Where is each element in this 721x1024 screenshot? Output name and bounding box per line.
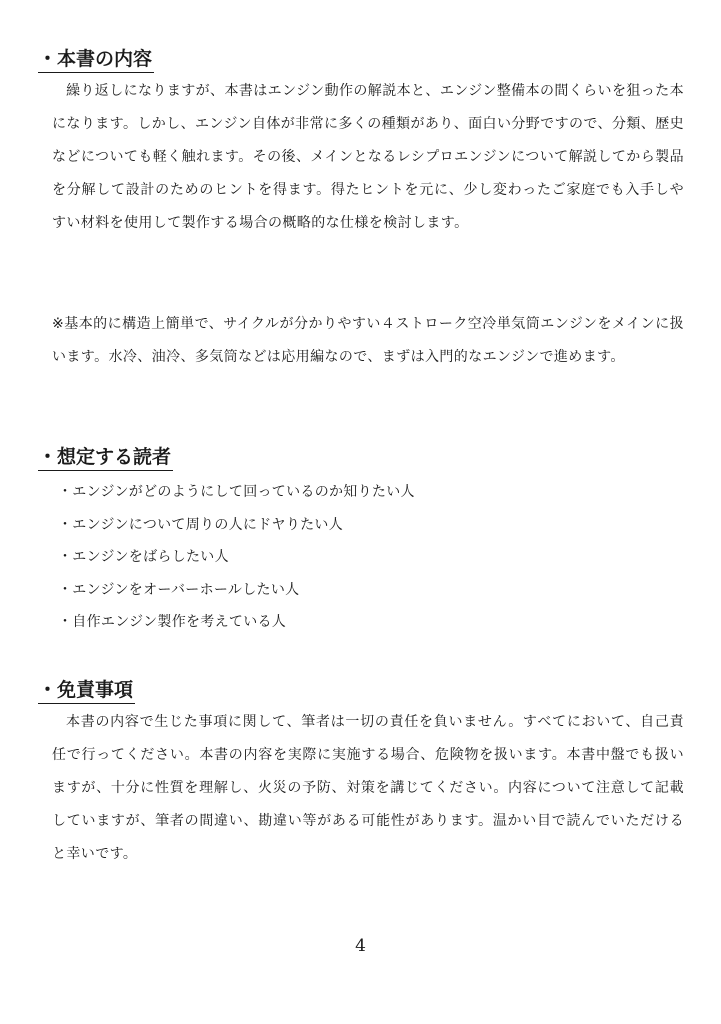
list-item: ・エンジンをオーバーホールしたい人 — [58, 581, 300, 598]
page-number: 4 — [355, 936, 366, 956]
list-item: ・エンジンがどのようにして回っているのか知りたい人 — [58, 484, 415, 500]
target-readers-list — [58, 476, 415, 639]
list-item: ・エンジンについて周りの人にドヤりたい人 — [58, 516, 344, 533]
paragraph-disclaimer: 本書の内容で生じた事項に関して、筆者は一切の責任を負いません。すべてにおいて、自己責任で行ってください。本書の内容を実際に実施する場合、危険物を扱います。本書中盤でも扱いますが、十分に性質を理解し、火災の予防、対策を講じてください。内容について注意して記載していますが、筆者の間違い、勘違い等がある可能性があります。温かい目で読んでいただけると幸いです。 — [52, 714, 684, 862]
list-item: ・自作エンジン製作を考えている人 — [58, 614, 287, 630]
heading-disclaimer: ・免責事項 — [38, 677, 135, 704]
paragraph-book-contents: 繰り返しになりますが、本書はエンジン動作の解説本と、エンジン整備本の間くらいを狙った本になります。しかし、エンジン自体が非常に多くの種類があり、面白い分野ですので、分類、歴史などについても軽く触れます。その後、メインとなるレシプロエンジンについて解説してから製品を分解して設計のためのヒントを得ます。得たヒントを元に、少し変わったご家庭でも入手しやすい材料を使用して製作する場合の概略的な仕様を検討します。 — [52, 83, 684, 231]
heading-book-contents: ・本書の内容 — [38, 46, 154, 73]
paragraph-scope-note: ※基本的に構造上簡単で、サイクルが分かりやすい４ストローク空冷単気筒エンジンをメインに扱います。水冷、油冷、多気筒などは応用編なので、まずは入門的なエンジンで進めます。 — [52, 316, 684, 365]
heading-target-readers: ・想定する読者 — [38, 444, 173, 471]
list-item: ・エンジンをばらしたい人 — [58, 549, 229, 565]
